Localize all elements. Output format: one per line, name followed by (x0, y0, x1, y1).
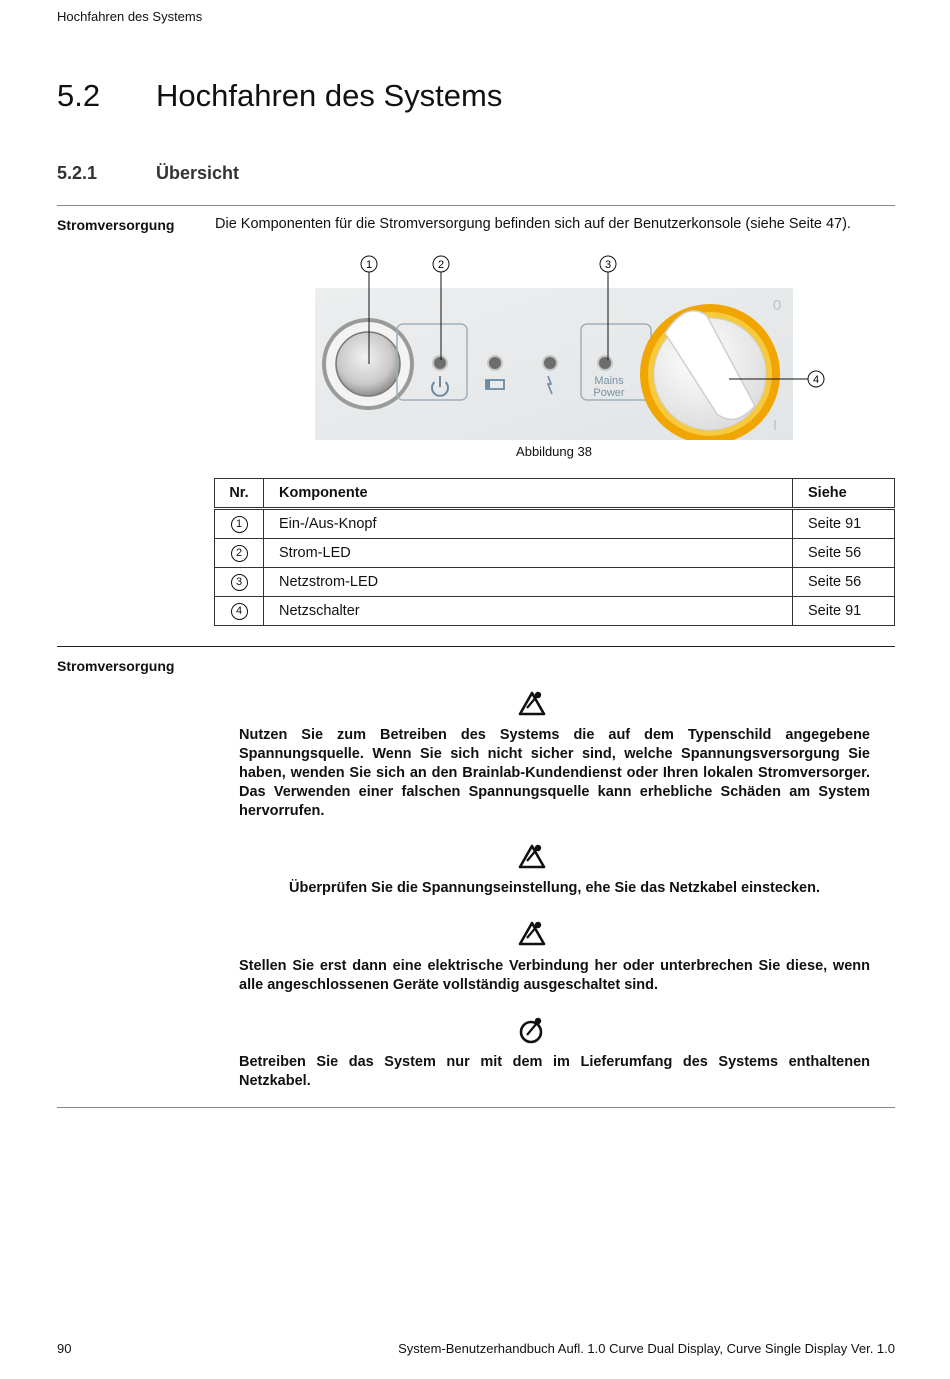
callout-4 (729, 371, 824, 387)
warning-text-4: Betreiben Sie das System nur mit dem im Lieferumfang des Systems enthaltenen Netzkabel. (239, 1054, 870, 1089)
row-number: 2 (231, 545, 248, 562)
warning-icon (517, 918, 547, 948)
component-table (214, 478, 895, 626)
column-header-component: Komponente (264, 479, 793, 509)
running-header: Hochfahren des Systems (57, 9, 203, 24)
mains-label-line2: Power (593, 387, 625, 399)
table-header-row (215, 479, 895, 509)
table-row (215, 539, 895, 568)
figure-caption: Abbildung 38 (516, 444, 592, 459)
figure-callouts (315, 250, 835, 400)
warning-text-3: Stellen Sie erst dann eine elektrische Verbindung her oder unterbrechen Sie diese, wenn alle angeschlossenen Geräte vollständig ausgeschaltet sind. (239, 958, 870, 993)
row-number: 1 (231, 516, 248, 533)
switch-off-mark: 0 (772, 297, 782, 314)
divider (57, 1107, 895, 1108)
warning-icon (517, 688, 547, 718)
divider (57, 205, 895, 206)
component-name: Ein-/Aus-Knopf (264, 509, 793, 539)
svg-text:4: 4 (812, 374, 820, 386)
footer-page-number: 90 (57, 1341, 72, 1356)
page-reference: Seite 56 (793, 539, 895, 568)
switch-on-mark: I (772, 417, 778, 434)
svg-text:2: 2 (437, 259, 445, 271)
mains-label-line1: Mains (594, 375, 624, 387)
table-row (215, 509, 895, 539)
subsection-title: Übersicht (156, 163, 240, 183)
callout-3 (600, 256, 616, 360)
warning-text-2: Überprüfen Sie die Spannungseinstellung, ehe Sie das Netzkabel einstecken. (288, 880, 820, 896)
section-title: Hochfahren des Systems (156, 78, 503, 113)
side-label-warnings: Stromversorgung (57, 658, 175, 674)
table-row (215, 568, 895, 597)
warning-text-1: Nutzen Sie zum Betreiben des Systems die auf dem Typenschild angegebene Spannungsquelle. Wenn Sie sich nicht sicher sind, welche Spannungsversorgung Sie haben, wenden Sie sich an den Brainlab-Kundendienst oder Ihren lokalen Stromversorger. Das Verwenden einer falschen Spannungsquelle kann erhebliche Schäden am System hervorrufen. (239, 727, 870, 819)
row-number: 4 (231, 603, 248, 620)
svg-text:1: 1 (365, 259, 373, 271)
table-row (215, 597, 895, 626)
subsection-number: 5.2.1 (57, 163, 98, 183)
component-name: Netzstrom-LED (264, 568, 793, 597)
warning-icon (517, 841, 547, 871)
callout-1 (361, 256, 377, 364)
side-label-power-supply: Stromversorgung (57, 217, 175, 233)
page-reference: Seite 91 (793, 509, 895, 539)
svg-text:3: 3 (604, 259, 612, 271)
caution-icon (517, 1015, 547, 1045)
component-name: Netzschalter (264, 597, 793, 626)
column-header-nr: Nr. (215, 479, 264, 509)
column-header-see: Siehe (793, 479, 895, 509)
section-number: 5.2 (57, 78, 101, 113)
intro-text: Die Komponenten für die Stromversorgung befinden sich auf der Benutzerkonsole (siehe Seite 47). (215, 216, 851, 232)
page-reference: Seite 56 (793, 568, 895, 597)
callout-2 (433, 256, 449, 360)
page-reference: Seite 91 (793, 597, 895, 626)
divider (57, 646, 895, 647)
component-name: Strom-LED (264, 539, 793, 568)
row-number: 3 (231, 574, 248, 591)
footer-document-title: System-Benutzerhandbuch Aufl. 1.0 Curve Dual Display, Curve Single Display Ver. 1.0 (398, 1341, 895, 1356)
